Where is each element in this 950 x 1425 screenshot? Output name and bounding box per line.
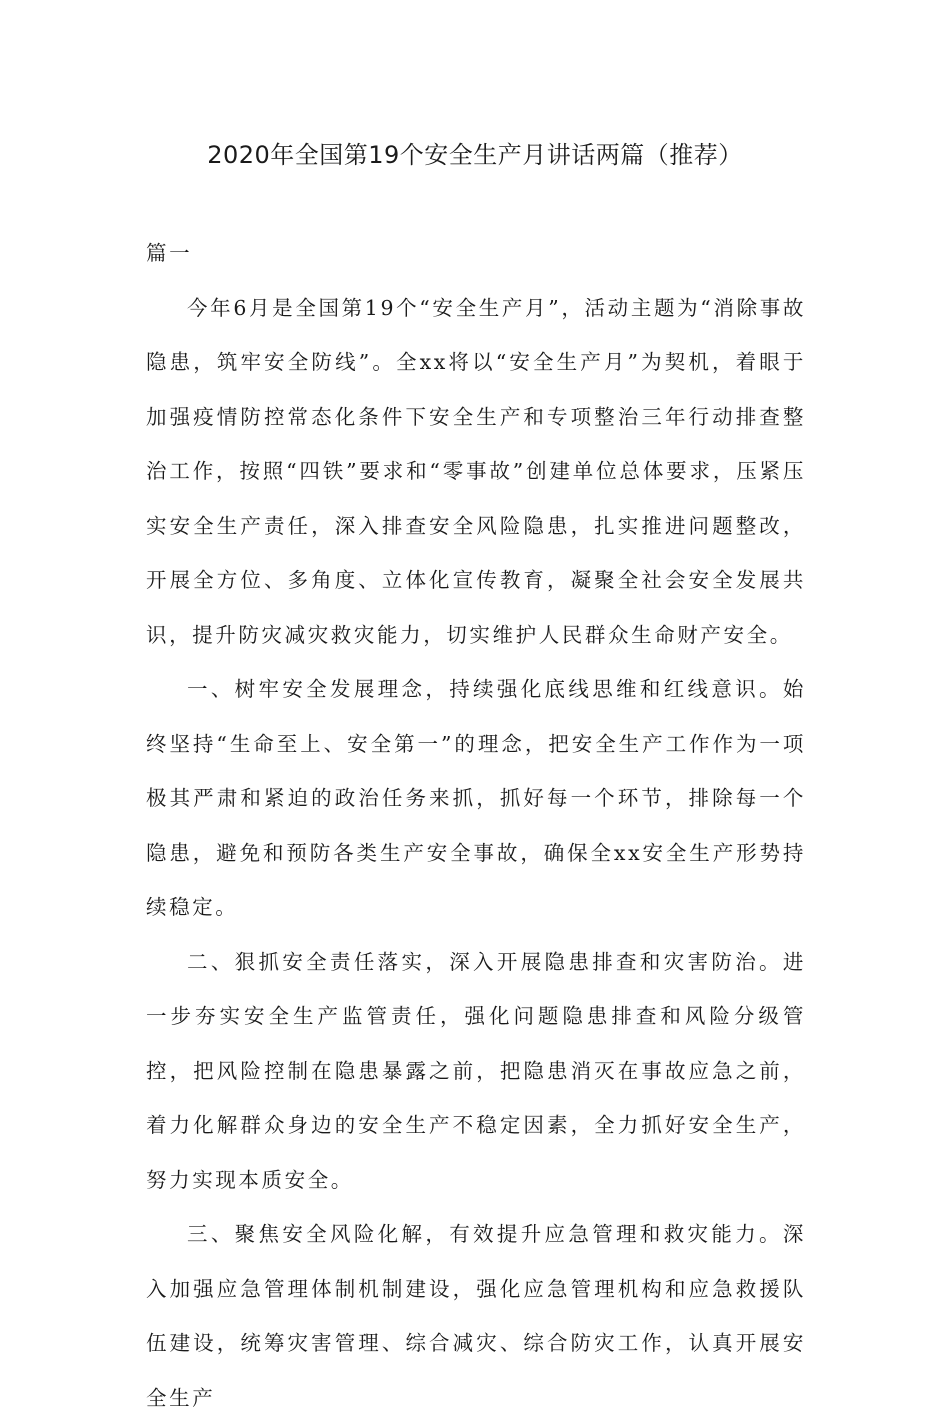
section-label: 篇一 xyxy=(146,241,193,265)
paragraph-point-3: 三、聚焦安全风险化解，有效提升应急管理和救灾能力。深入加强应急管理体制机制建设，强化应急管理机构和应急救援队伍建设，统筹灾害管理、综合减灾、综合防灾工作，认真开展安全生产 xyxy=(146,1222,806,1410)
document-title: 2020年全国第19个安全生产月讲话两篇（推荐） xyxy=(207,141,743,169)
paragraph-point-1: 一、树牢安全发展理念，持续强化底线思维和红线意识。始终坚持“生命至上、安全第一”的理念，把安全生产工作作为一项极其严肃和紧迫的政治任务来抓，抓好每一个环节，排除每一个隐患，避免和预防各类生产安全事故，确保全xx安全生产形势持续稳定。 xyxy=(146,677,806,919)
paragraph-intro: 今年6月是全国第19个“安全生产月”，活动主题为“消除事故隐患，筑牢安全防线”。全xx将以“安全生产月”为契机，着眼于加强疫情防控常态化条件下安全生产和专项整治三年行动排查整治工作，按照“四铁”要求和“零事故”创建单位总体要求，压紧压实安全生产责任，深入排查安全风险隐患，扎实推进问题整改，开展全方位、多角度、立体化宣传教育，凝聚全社会安全发展共识，提升防灾减灾救灾能力，切实维护人民群众生命财产安全。 xyxy=(146,295,806,647)
document-body xyxy=(146,226,806,1425)
paragraph-point-2: 二、狠抓安全责任落实，深入开展隐患排查和灾害防治。进一步夯实安全生产监管责任，强化问题隐患排查和风险分级管控，把风险控制在隐患暴露之前，把隐患消灭在事故应急之前，着力化解群众身边的安全生产不稳定因素，全力抓好安全生产，努力实现本质安全。 xyxy=(146,949,806,1192)
